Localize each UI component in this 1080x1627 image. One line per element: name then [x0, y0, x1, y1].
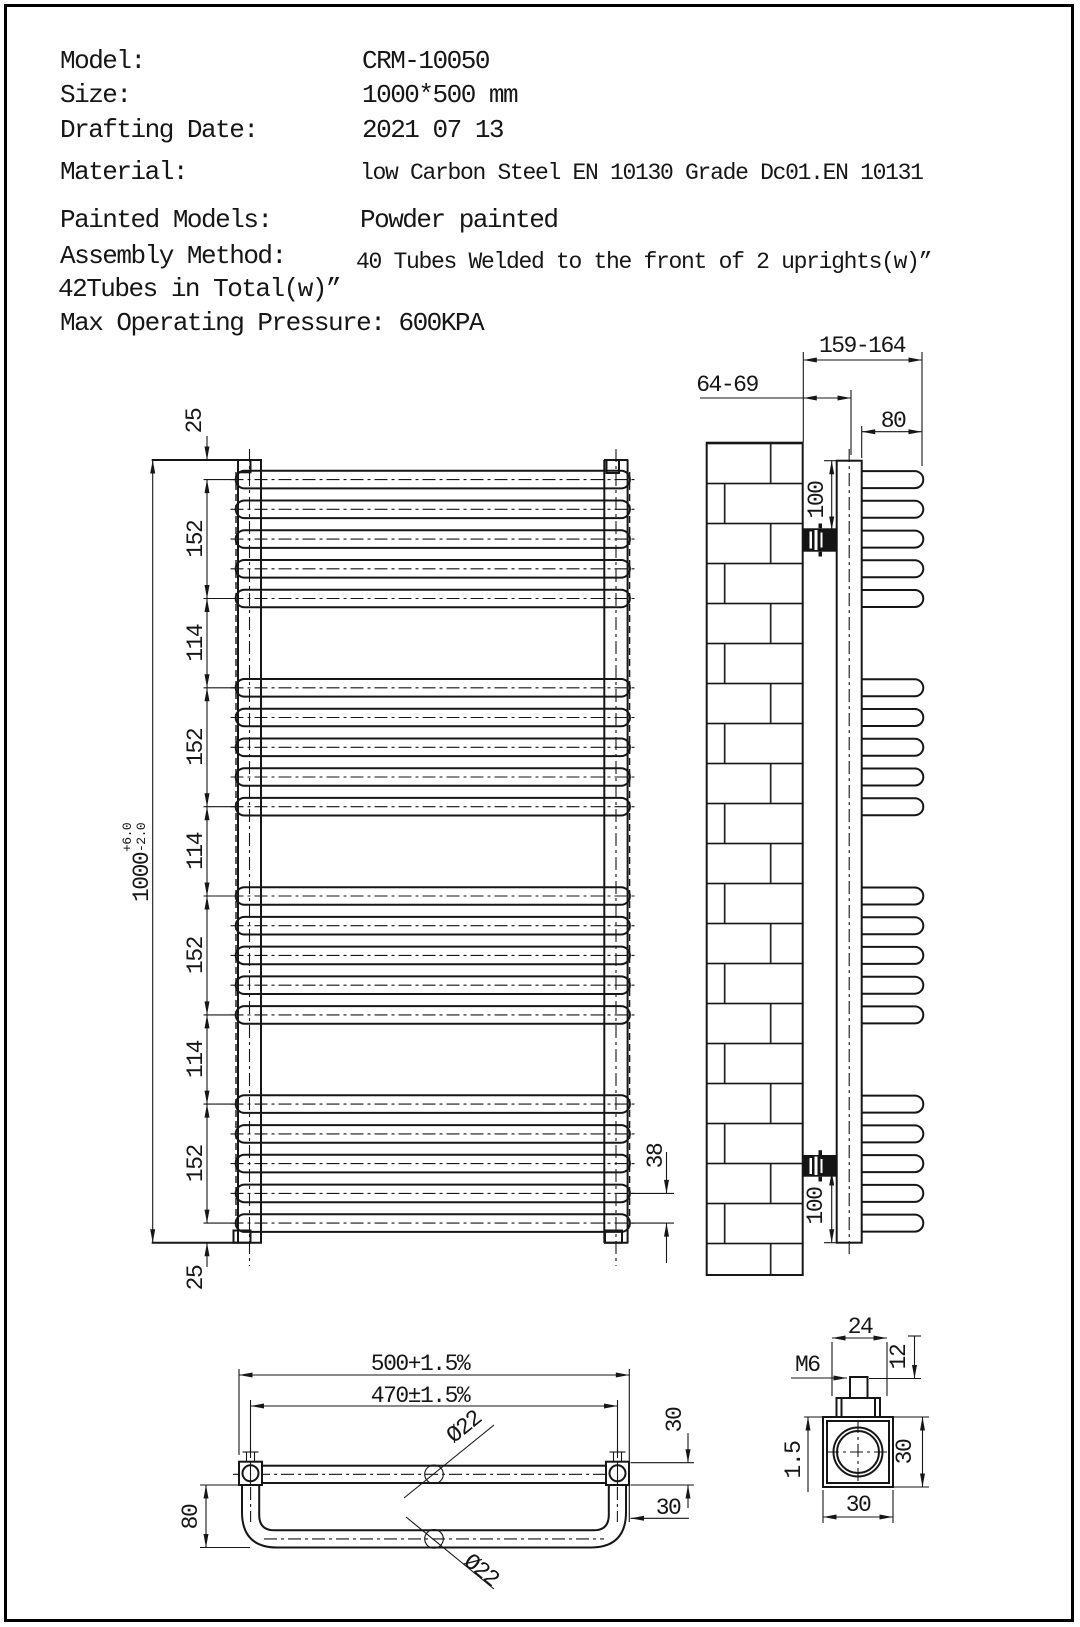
spec-note: 42Tubes in Total(w)” [58, 274, 341, 304]
dim-text: 30 [655, 1495, 681, 1521]
dim-text: 80 [880, 408, 906, 434]
spec-value: 2021 07 13 [362, 115, 504, 145]
dim-text: 30 [892, 1439, 918, 1465]
dia-label [458, 1549, 504, 1593]
dim-text: 1000 [129, 852, 155, 902]
spec-value: CRM-10050 [362, 46, 489, 76]
dim-text: Ø22 [441, 1405, 487, 1450]
spec-label: Size: [60, 80, 131, 110]
dim-tolerance: +6.0 [120, 822, 135, 852]
spec-label: Painted Models: [60, 205, 272, 235]
dim-text: 24 [847, 1314, 873, 1340]
dim-height-total [120, 823, 155, 902]
dim-text: 470±1.5% [370, 1383, 470, 1409]
dim-text: 25 [182, 408, 208, 434]
tube-loop-outer [242, 1485, 626, 1548]
front-tubes [236, 471, 630, 1232]
dim-text: 100 [804, 481, 830, 519]
dim-text: M6 [795, 1352, 820, 1378]
spec-label: Assembly Method: [60, 241, 286, 271]
spec-value: 1000*500 mm [362, 80, 518, 110]
detail-view [781, 1314, 929, 1523]
dim-text: 25 [183, 1265, 209, 1291]
dim-text: 1.5 [781, 1441, 807, 1479]
dim-text: 114 [183, 624, 209, 662]
dim-text: 159-164 [818, 333, 906, 359]
spec-pressure: Max Operating Pressure: 600KPA [60, 308, 484, 338]
dim-text: 30 [845, 1492, 871, 1518]
dim-text: 500+1.5% [370, 1351, 470, 1377]
spec-value: Powder painted [360, 205, 558, 235]
spec-label: Drafting Date: [60, 115, 258, 145]
dim-text: 12 [886, 1344, 912, 1370]
front-view [120, 408, 674, 1290]
dim-text: 152 [183, 937, 209, 974]
dim-text: 38 [643, 1143, 669, 1169]
dim-text: 100 [803, 1187, 829, 1225]
dim-text: 64-69 [696, 372, 758, 398]
bottom-view [178, 1351, 694, 1592]
dim-text: 152 [183, 520, 209, 558]
dim-text: Ø22 [458, 1548, 504, 1593]
tube-loop-inner [259, 1485, 609, 1530]
dim-text: 152 [183, 728, 209, 766]
dim-text: 114 [183, 832, 209, 870]
side-view [696, 333, 923, 1275]
spec-value: low Carbon Steel EN 10130 Grade Dc01.EN 10131 [360, 160, 923, 186]
spec-label: Model: [60, 46, 145, 76]
dim-text: 80 [178, 1504, 204, 1530]
brick-wall [707, 443, 803, 1275]
dim-text: 30 [662, 1407, 688, 1433]
spec-value: 40 Tubes Welded to the front of 2 uprights(w)” [356, 249, 932, 275]
spec-label: Material: [60, 157, 187, 187]
dim-text: 114 [183, 1041, 209, 1078]
screw-boss [850, 1377, 868, 1398]
weld-plate [837, 1398, 881, 1417]
dim-tolerance: -2.0 [134, 822, 149, 852]
dia-label [442, 1405, 488, 1449]
spec-header [58, 46, 931, 338]
dim-text: 152 [183, 1145, 209, 1183]
